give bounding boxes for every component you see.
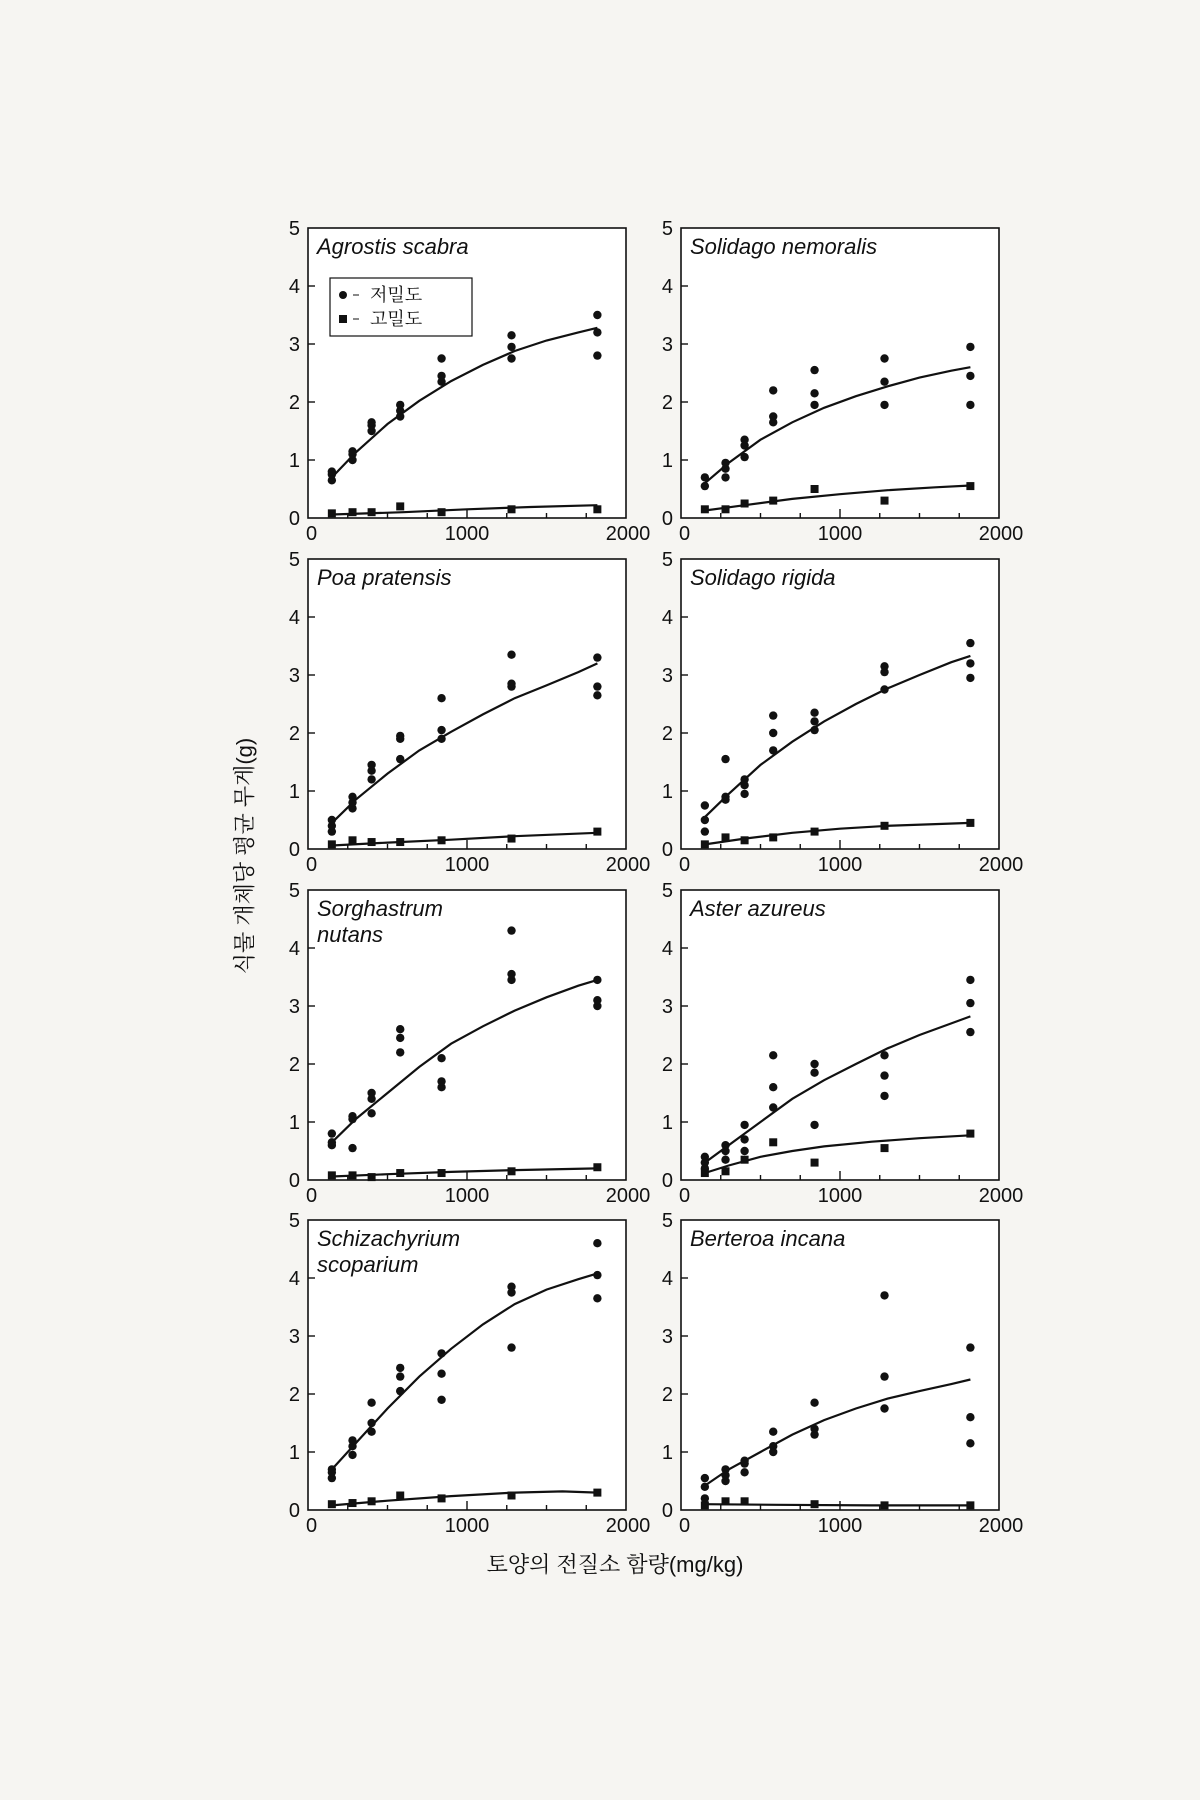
panel-frame [681, 1220, 999, 1510]
high-density-point [966, 1501, 974, 1509]
low-density-point [740, 1457, 748, 1465]
high-density-point [508, 1492, 516, 1500]
low-density-point [721, 1156, 729, 1164]
high-density-point [349, 836, 357, 844]
high-density-point [349, 508, 357, 516]
low-density-point [367, 1419, 375, 1427]
low-density-point [740, 1468, 748, 1476]
low-density-point [396, 1025, 404, 1033]
low-density-point [507, 680, 515, 688]
x-tick-label: 2000 [978, 1515, 1024, 1537]
low-density-point [880, 1092, 888, 1100]
low-density-point [593, 1239, 601, 1247]
low-density-point [880, 662, 888, 670]
low-density-point [507, 970, 515, 978]
y-tick-label: 3 [661, 665, 673, 687]
low-density-point [593, 1294, 601, 1302]
low-density-point [701, 1483, 709, 1491]
panel-title: Aster azureus [690, 896, 826, 921]
y-tick-label: 5 [661, 549, 673, 571]
low-density-point [507, 1343, 515, 1351]
low-density-point [810, 366, 818, 374]
panel-1 [662, 218, 1023, 545]
panel-frame [681, 228, 999, 518]
high-density-point [722, 1497, 730, 1505]
y-tick-label: 0 [288, 1170, 300, 1192]
x-tick-label: 0 [679, 1185, 691, 1207]
low-density-point [810, 717, 818, 725]
y-tick-label: 5 [288, 1210, 300, 1232]
low-density-point [810, 709, 818, 717]
low-density-point [328, 816, 336, 824]
low-density-point [328, 467, 336, 475]
low-density-point [593, 1271, 601, 1279]
low-density-point [328, 1138, 336, 1146]
y-tick-label: 0 [661, 508, 673, 530]
low-density-point [810, 1121, 818, 1129]
low-density-point [810, 389, 818, 397]
y-tick-label: 2 [288, 723, 300, 745]
y-tick-label: 2 [661, 392, 673, 414]
low-density-point [328, 1129, 336, 1137]
low-density-point [437, 354, 445, 362]
low-density-point [769, 729, 777, 737]
y-tick-label: 2 [661, 723, 673, 745]
y-tick-label: 5 [661, 1210, 673, 1232]
low-density-point [507, 1283, 515, 1291]
low-density-point [437, 1349, 445, 1357]
panel-title: Solidago nemoralis [690, 234, 878, 259]
low-density-point [966, 401, 974, 409]
high-density-point [593, 505, 601, 513]
panel-4 [289, 880, 650, 1207]
y-tick-label: 0 [661, 839, 673, 861]
low-density-point [348, 1451, 356, 1459]
high-density-point [368, 1497, 376, 1505]
x-tick-label: 1000 [817, 854, 863, 876]
x-tick-label: 1000 [444, 523, 490, 545]
low-density-point [367, 775, 375, 783]
y-tick-label: 2 [288, 392, 300, 414]
high-density-point [438, 508, 446, 516]
high-density-point [396, 502, 404, 510]
panel-6 [289, 1210, 650, 1537]
y-tick-label: 5 [288, 549, 300, 571]
low-density-point [740, 1135, 748, 1143]
low-density-point [769, 1442, 777, 1450]
high-density-point [593, 1489, 601, 1497]
x-axis-title: 토양의 전질소 함량(mg/kg) [486, 1552, 744, 1577]
low-density-point [507, 331, 515, 339]
low-density-point [437, 694, 445, 702]
low-density-point [396, 732, 404, 740]
low-density-point [740, 1121, 748, 1129]
low-density-point [966, 674, 974, 682]
high-density-point [811, 1159, 819, 1167]
high-density-point [438, 836, 446, 844]
x-tick-label: 0 [679, 523, 691, 545]
low-density-point [740, 775, 748, 783]
high-density-point [349, 1171, 357, 1179]
y-tick-label: 2 [661, 1054, 673, 1076]
low-density-point [701, 482, 709, 490]
panel-5 [662, 880, 1023, 1207]
low-density-point [367, 1109, 375, 1117]
low-density-point [769, 1051, 777, 1059]
low-density-point [507, 926, 515, 934]
low-density-point [966, 343, 974, 351]
high-density-point [593, 1163, 601, 1171]
legend-circle-marker [339, 291, 347, 299]
low-density-point [701, 1153, 709, 1161]
high-density-point [722, 1167, 730, 1175]
low-density-point [437, 1077, 445, 1085]
low-density-point [367, 1428, 375, 1436]
low-density-point [396, 1372, 404, 1380]
high-density-point [396, 1169, 404, 1177]
low-density-point [966, 1343, 974, 1351]
low-density-point [740, 453, 748, 461]
high-density-point [701, 505, 709, 513]
low-density-point [396, 401, 404, 409]
high-density-point [966, 482, 974, 490]
x-tick-label: 1000 [444, 1515, 490, 1537]
high-density-point [593, 828, 601, 836]
high-density-point [328, 1500, 336, 1508]
high-density-point [438, 1169, 446, 1177]
low-density-point [593, 351, 601, 359]
y-tick-label: 4 [661, 938, 673, 960]
y-tick-label: 3 [661, 996, 673, 1018]
legend-square-marker [339, 315, 347, 323]
low-density-point [966, 1439, 974, 1447]
x-tick-label: 1000 [444, 1185, 490, 1207]
y-tick-label: 4 [661, 276, 673, 298]
low-density-point [740, 790, 748, 798]
low-density-point [396, 1364, 404, 1372]
low-density-point [701, 1474, 709, 1482]
low-density-point [769, 746, 777, 754]
low-density-point [810, 1060, 818, 1068]
low-density-point [701, 827, 709, 835]
high-density-point [508, 505, 516, 513]
y-tick-label: 1 [288, 1442, 300, 1464]
x-tick-label: 1000 [817, 1515, 863, 1537]
panel-title: nutans [317, 922, 384, 947]
y-tick-label: 2 [288, 1054, 300, 1076]
low-density-point [769, 1428, 777, 1436]
low-density-point [437, 372, 445, 380]
high-density-point [881, 497, 889, 505]
y-tick-label: 5 [661, 218, 673, 240]
low-density-point [966, 372, 974, 380]
y-tick-label: 3 [288, 996, 300, 1018]
low-density-point [769, 1103, 777, 1111]
low-density-point [880, 401, 888, 409]
y-tick-label: 1 [661, 1112, 673, 1134]
y-tick-label: 0 [288, 839, 300, 861]
low-density-point [880, 378, 888, 386]
low-density-point [367, 1399, 375, 1407]
y-tick-label: 1 [661, 450, 673, 472]
panel-title: Sorghastrum [317, 896, 443, 921]
low-density-point [810, 1399, 818, 1407]
y-tick-label: 1 [661, 1442, 673, 1464]
high-density-point [881, 1144, 889, 1152]
x-tick-label: 1000 [444, 854, 490, 876]
y-tick-label: 5 [288, 218, 300, 240]
low-density-point [701, 816, 709, 824]
high-density-point [438, 1494, 446, 1502]
low-density-point [966, 999, 974, 1007]
x-tick-label: 0 [306, 523, 318, 545]
x-tick-label: 0 [679, 1515, 691, 1537]
low-density-point [348, 1436, 356, 1444]
low-density-point [880, 1404, 888, 1412]
high-density-point [328, 1171, 336, 1179]
panel-title: Berteroa incana [690, 1226, 846, 1251]
y-tick-label: 4 [661, 607, 673, 629]
high-density-point [966, 1130, 974, 1138]
low-density-point [721, 473, 729, 481]
panel-3 [662, 549, 1023, 876]
legend-label: 저밀도 [370, 285, 423, 305]
low-density-point [328, 1465, 336, 1473]
x-tick-label: 1000 [817, 523, 863, 545]
high-density-point [741, 500, 749, 508]
high-density-point [769, 497, 777, 505]
y-tick-label: 4 [288, 276, 300, 298]
high-density-point [722, 505, 730, 513]
low-density-point [966, 659, 974, 667]
panel-frame [308, 559, 626, 849]
y-tick-label: 0 [661, 1500, 673, 1522]
high-density-point [349, 1499, 357, 1507]
low-density-point [740, 436, 748, 444]
high-density-point [769, 833, 777, 841]
low-density-point [880, 354, 888, 362]
y-axis-title: 식물 개체당 평균 무게(g) [232, 737, 257, 975]
low-density-point [507, 354, 515, 362]
panel-title: scoparium [317, 1252, 419, 1277]
low-density-point [966, 1028, 974, 1036]
high-density-point [811, 1500, 819, 1508]
low-density-point [593, 311, 601, 319]
high-density-point [741, 1156, 749, 1164]
x-tick-label: 2000 [605, 1185, 651, 1207]
high-density-point [966, 819, 974, 827]
panel-7 [662, 1210, 1023, 1537]
low-density-point [769, 386, 777, 394]
x-tick-label: 2000 [605, 523, 651, 545]
low-density-point [437, 1396, 445, 1404]
high-density-point [328, 509, 336, 517]
low-density-point [721, 1141, 729, 1149]
low-density-point [593, 976, 601, 984]
y-tick-label: 0 [661, 1170, 673, 1192]
high-density-point [811, 828, 819, 836]
y-tick-label: 3 [288, 334, 300, 356]
low-density-point [396, 1048, 404, 1056]
high-density-point [722, 833, 730, 841]
low-density-point [437, 1054, 445, 1062]
y-tick-label: 1 [288, 1112, 300, 1134]
low-density-point [810, 401, 818, 409]
low-density-point [701, 1494, 709, 1502]
low-density-point [966, 1413, 974, 1421]
y-tick-label: 3 [661, 1326, 673, 1348]
y-tick-label: 5 [661, 880, 673, 902]
y-tick-label: 1 [288, 781, 300, 803]
low-density-point [367, 418, 375, 426]
panel-title: Poa pratensis [317, 565, 452, 590]
low-density-point [507, 651, 515, 659]
high-density-point [811, 485, 819, 493]
high-density-point [396, 1492, 404, 1500]
low-density-point [396, 1387, 404, 1395]
x-tick-label: 0 [306, 1185, 318, 1207]
panel-title: Schizachyrium [317, 1226, 461, 1251]
low-density-point [507, 343, 515, 351]
low-density-point [348, 1144, 356, 1152]
y-tick-label: 2 [288, 1384, 300, 1406]
low-density-point [966, 976, 974, 984]
high-density-point [508, 1167, 516, 1175]
high-density-point [368, 838, 376, 846]
low-density-point [740, 1147, 748, 1155]
y-tick-label: 1 [288, 450, 300, 472]
low-density-point [701, 473, 709, 481]
low-density-point [701, 801, 709, 809]
y-tick-label: 4 [288, 938, 300, 960]
high-density-point [396, 838, 404, 846]
high-density-point [508, 835, 516, 843]
high-density-point [701, 1501, 709, 1509]
legend-label: 고밀도 [370, 309, 423, 329]
low-density-point [367, 1089, 375, 1097]
low-density-point [367, 761, 375, 769]
panel-title: Solidago rigida [690, 565, 836, 590]
y-tick-label: 1 [661, 781, 673, 803]
low-density-point [348, 1112, 356, 1120]
y-tick-label: 4 [661, 1268, 673, 1290]
low-density-point [437, 735, 445, 743]
x-tick-label: 1000 [817, 1185, 863, 1207]
low-density-point [966, 639, 974, 647]
legend [330, 278, 472, 336]
high-density-point [368, 508, 376, 516]
low-density-point [880, 1291, 888, 1299]
low-density-point [769, 1083, 777, 1091]
low-density-point [721, 793, 729, 801]
low-density-point [721, 459, 729, 467]
low-density-point [348, 447, 356, 455]
x-tick-label: 0 [306, 1515, 318, 1537]
low-density-point [396, 1034, 404, 1042]
y-tick-label: 3 [661, 334, 673, 356]
low-density-point [721, 755, 729, 763]
y-tick-label: 0 [288, 508, 300, 530]
x-tick-label: 2000 [605, 1515, 651, 1537]
x-tick-label: 0 [679, 854, 691, 876]
high-density-point [881, 1501, 889, 1509]
x-tick-label: 2000 [978, 523, 1024, 545]
low-density-point [593, 328, 601, 336]
low-density-point [810, 1069, 818, 1077]
y-tick-label: 5 [288, 880, 300, 902]
low-density-point [437, 726, 445, 734]
x-tick-label: 2000 [978, 1185, 1024, 1207]
low-density-point [348, 793, 356, 801]
low-density-point [880, 1071, 888, 1079]
high-density-point [769, 1138, 777, 1146]
high-density-point [328, 840, 336, 848]
low-density-point [880, 1372, 888, 1380]
low-density-point [437, 1370, 445, 1378]
high-density-point [701, 840, 709, 848]
panels [289, 218, 1023, 1537]
y-tick-label: 0 [288, 1500, 300, 1522]
y-tick-label: 4 [288, 607, 300, 629]
low-density-point [593, 653, 601, 661]
low-density-point [880, 1051, 888, 1059]
high-density-point [701, 1169, 709, 1177]
y-tick-label: 3 [288, 1326, 300, 1348]
panel-title: Agrostis scabra [317, 234, 469, 259]
high-density-point [741, 836, 749, 844]
panel-2 [289, 549, 650, 876]
x-tick-label: 2000 [605, 854, 651, 876]
x-tick-label: 2000 [978, 854, 1024, 876]
y-tick-label: 4 [288, 1268, 300, 1290]
low-density-point [396, 755, 404, 763]
low-density-point [880, 685, 888, 693]
low-density-point [593, 996, 601, 1004]
low-density-point [593, 691, 601, 699]
panel-frame [681, 559, 999, 849]
low-density-point [721, 1465, 729, 1473]
low-density-point [810, 726, 818, 734]
low-density-point [593, 682, 601, 690]
y-tick-label: 2 [661, 1384, 673, 1406]
low-density-point [810, 1425, 818, 1433]
low-density-point [769, 412, 777, 420]
low-density-point [769, 711, 777, 719]
high-density-point [881, 822, 889, 830]
y-tick-label: 3 [288, 665, 300, 687]
panel-0 [289, 218, 650, 545]
x-tick-label: 0 [306, 854, 318, 876]
high-density-point [741, 1497, 749, 1505]
high-density-point [368, 1173, 376, 1181]
